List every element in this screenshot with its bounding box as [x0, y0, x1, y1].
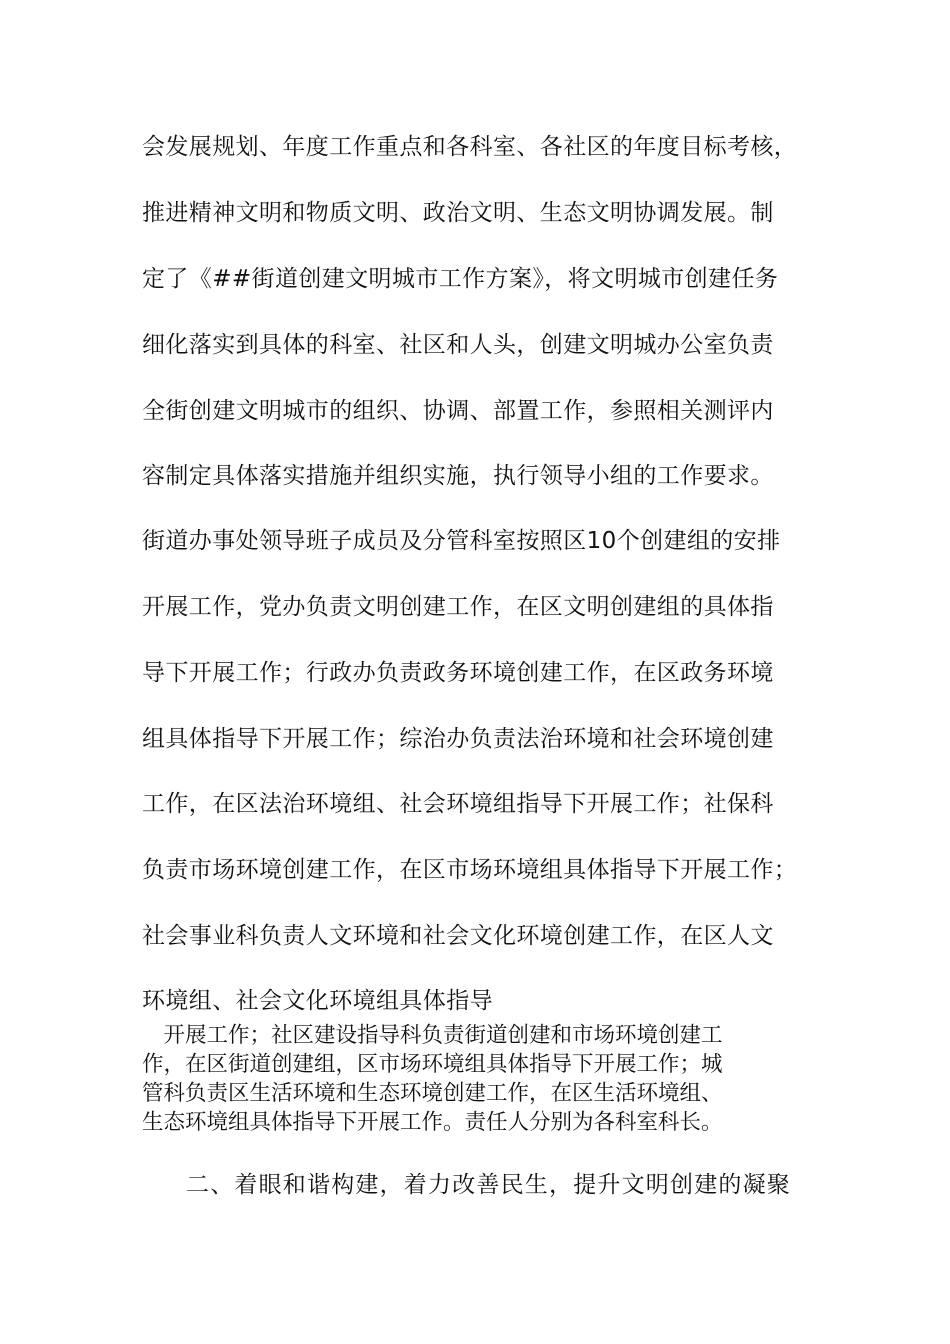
dense-line-4: 生态环境组具体指导下开展工作。责任人分别为各科室科长。 — [142, 1110, 723, 1135]
paragraph-line-3: 定了《##街道创建文明城市工作方案》，将文明城市创建任务 — [142, 266, 779, 292]
paragraph-line-1: 会发展规划、年度工作重点和各科室、各社区的年度目标考核， — [142, 134, 798, 160]
section-heading: 二、着眼和谐构建，着力改善民生，提升文明创建的凝聚 — [186, 1172, 791, 1198]
paragraph-line-8: 开展工作，党办负责文明创建工作，在区文明创建组的具体指 — [142, 594, 774, 620]
paragraph-line-13: 社会事业科负责人文环境和社会文化环境创建工作，在区人文 — [142, 923, 774, 949]
paragraph-line-12: 负责市场环境创建工作，在区市场环境组具体指导下开展工作； — [142, 857, 798, 883]
paragraph-line-9: 导下开展工作；行政办负责政务环境创建工作，在区政务环境 — [142, 660, 774, 686]
paragraph-line-6: 容制定具体落实措施并组织实施，执行领导小组的工作要求。 — [142, 463, 774, 489]
dense-line-2: 作，在区街道创建组，区市场环境组具体指导下开展工作；城 — [142, 1052, 723, 1077]
paragraph-line-10: 组具体指导下开展工作；综治办负责法治环境和社会环境创建 — [142, 726, 774, 752]
paragraph-line-4: 细化落实到具体的科室、社区和人头，创建文明城办公室负责 — [142, 332, 774, 358]
paragraph-line-14: 环境组、社会文化环境组具体指导 — [142, 988, 493, 1014]
paragraph-line-2: 推进精神文明和物质文明、政治文明、生态文明协调发展。制 — [142, 200, 774, 226]
paragraph-line-7: 街道办事处领导班子成员及分管科室按照区10个创建组的安排 — [142, 528, 781, 554]
paragraph-line-11: 工作，在区法治环境组、社会环境组指导下开展工作；社保科 — [142, 791, 774, 817]
dense-line-3: 管科负责区生活环境和生态环境创建工作，在区生活环境组、 — [142, 1081, 723, 1106]
paragraph-line-5: 全街创建文明城市的组织、协调、部置工作，参照相关测评内 — [142, 398, 774, 424]
dense-line-1: 开展工作；社区建设指导科负责街道创建和市场环境创建工 — [142, 1023, 723, 1048]
